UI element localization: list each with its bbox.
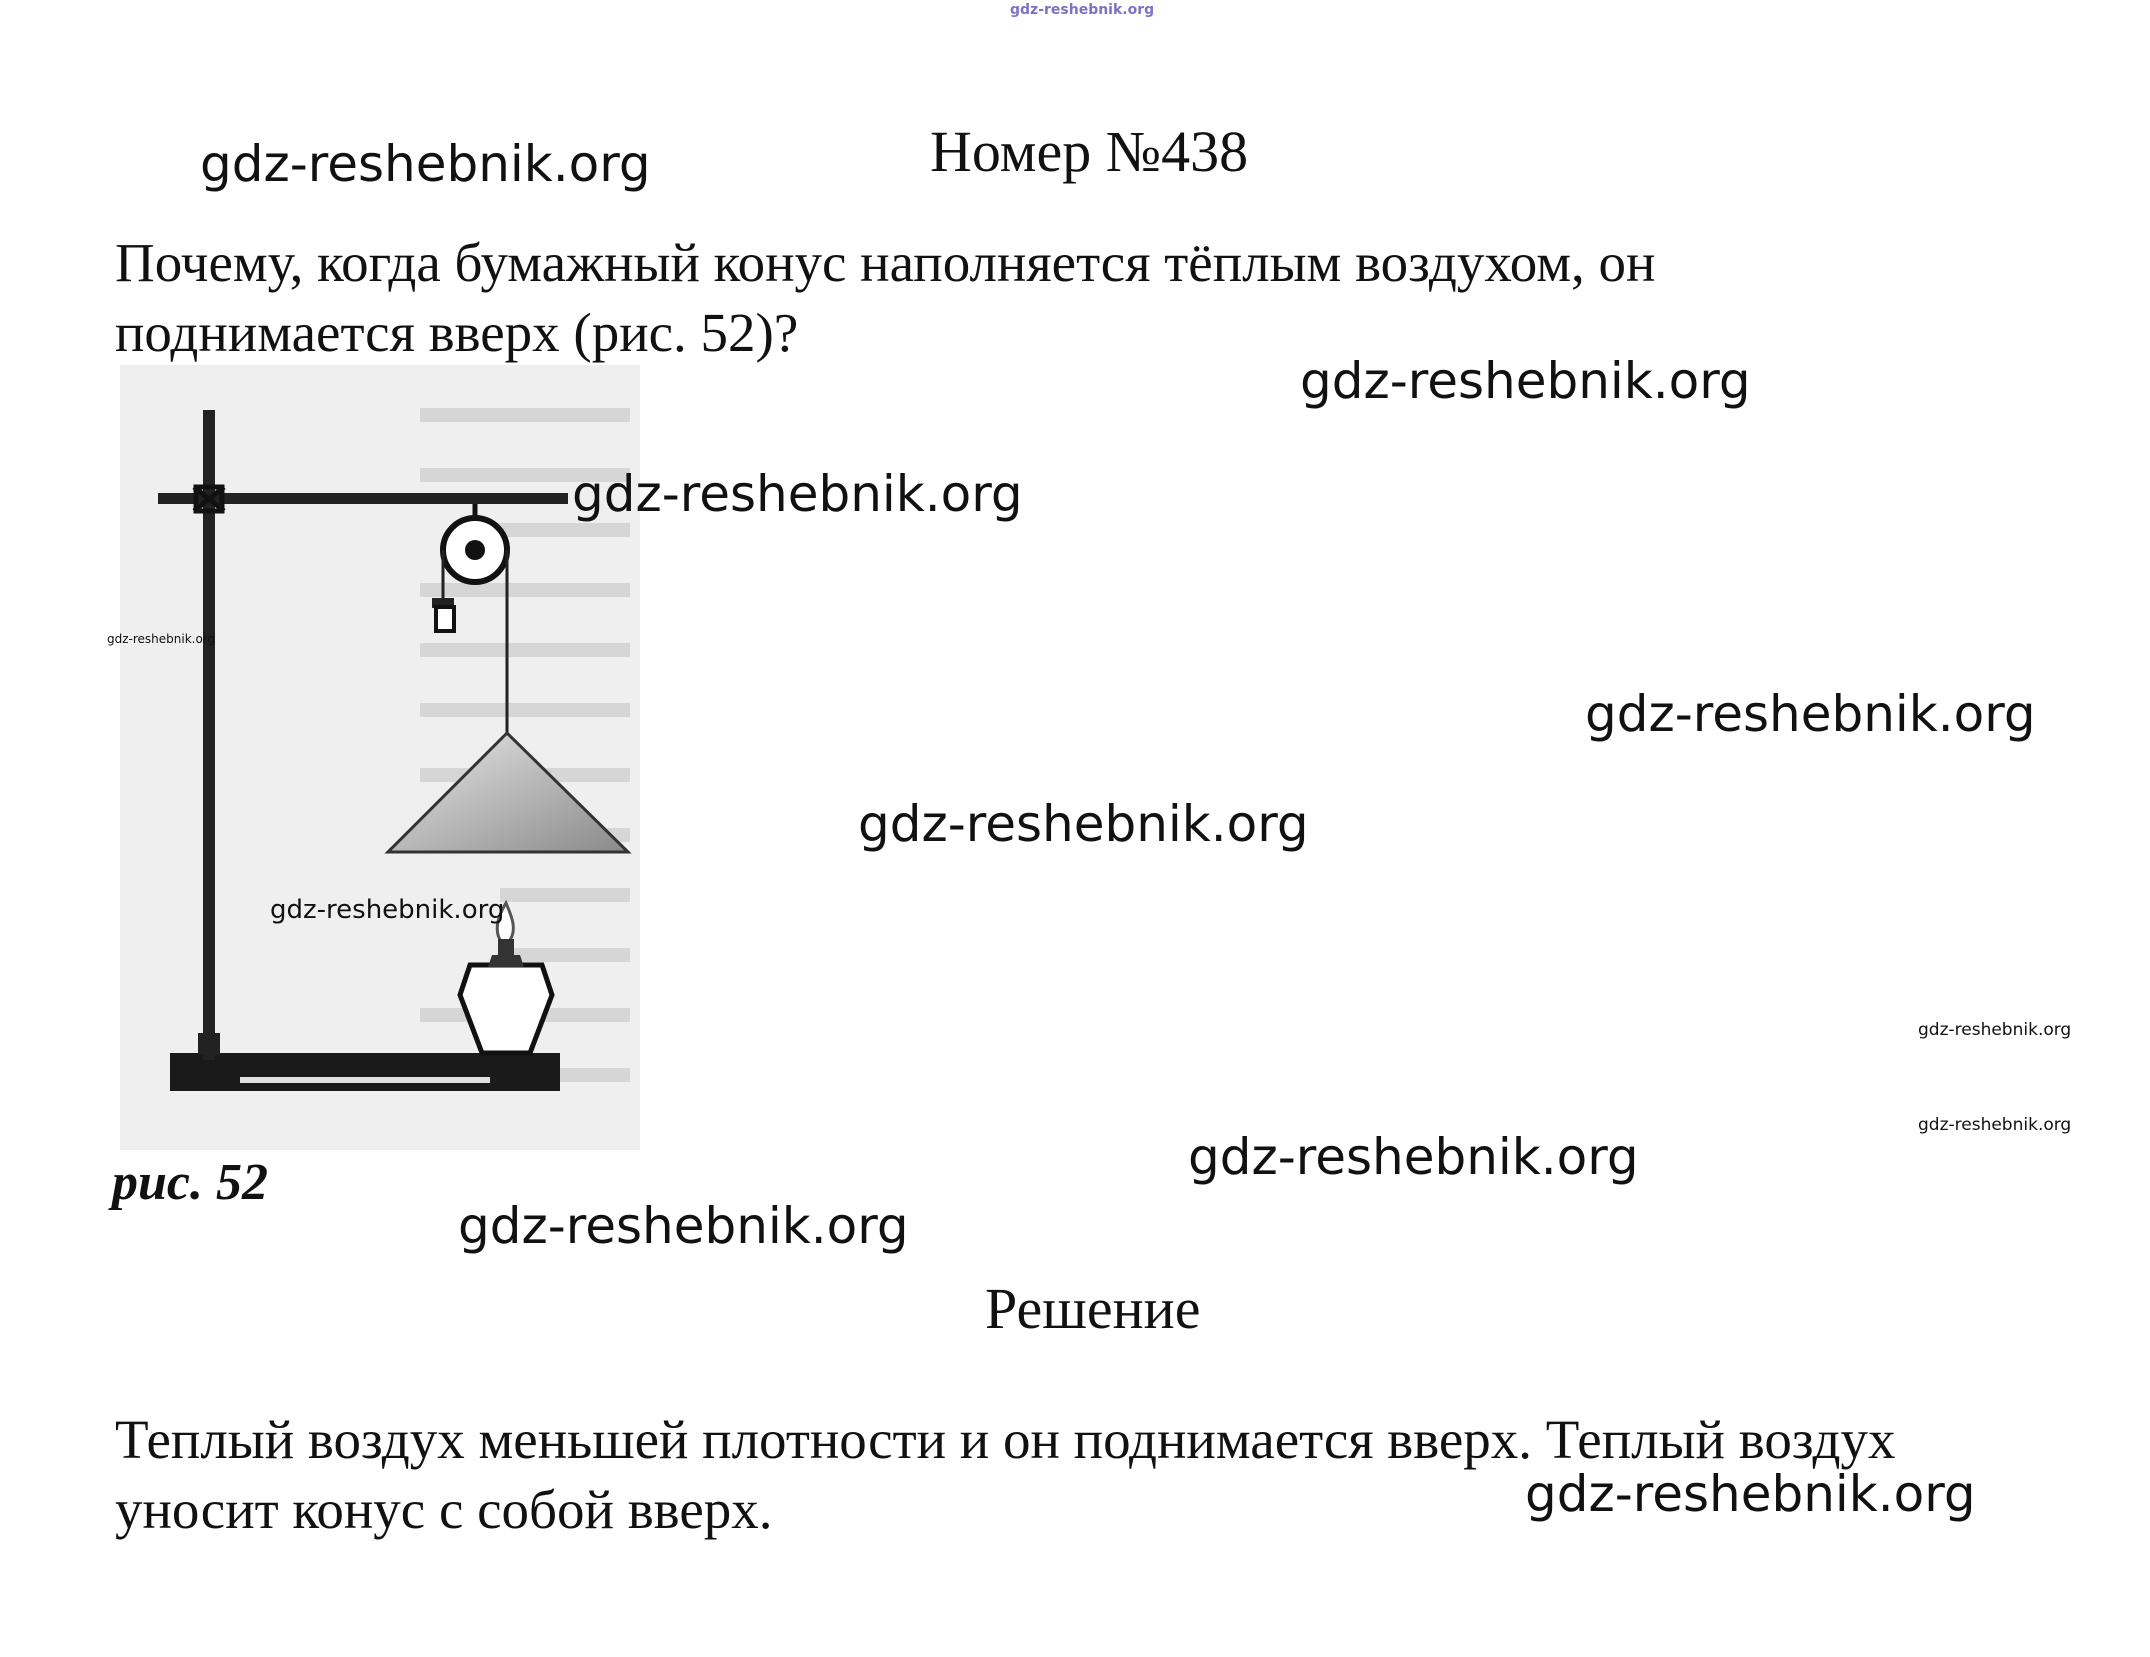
counter-weight <box>436 607 454 631</box>
figure-illustration <box>120 365 640 1150</box>
watermark: gdz-reshebnik.org <box>107 632 216 646</box>
watermark: gdz-reshebnik.org <box>1188 1128 1639 1186</box>
solution-heading: Решение <box>985 1276 1201 1341</box>
watermark: gdz-reshebnik.org <box>270 895 505 925</box>
question-text <box>115 228 2065 368</box>
question-line-1: Почему, когда бумажный конус наполняется тёплым воздухом, он <box>115 232 1656 293</box>
watermark: gdz-reshebnik.org <box>1918 1020 2072 1040</box>
watermark: gdz-reshebnik.org <box>1918 1115 2072 1135</box>
question-line-2: поднимается вверх (рис. 52)? <box>115 302 799 363</box>
solution-line-2: уносит конус с собой вверх. <box>115 1479 773 1540</box>
watermark: gdz-reshebnik.org <box>200 135 651 193</box>
figure-background <box>120 365 640 1150</box>
watermark: gdz-reshebnik.org <box>1300 352 1751 410</box>
stand-base <box>170 1053 560 1091</box>
pulley-axle <box>465 540 485 560</box>
stand-base-highlight <box>240 1077 490 1083</box>
watermark: gdz-reshebnik.org <box>1585 685 2036 743</box>
rod-foot <box>198 1033 220 1055</box>
top-watermark: gdz-reshebnik.org <box>1010 2 1155 18</box>
page-title: Номер №438 <box>930 119 1249 184</box>
watermark: gdz-reshebnik.org <box>858 795 1309 853</box>
solution-line-1: Теплый воздух меньшей плотности и он поднимается вверх. Теплый воздух <box>115 1409 1896 1470</box>
figure-caption: рис. 52 <box>112 1154 268 1211</box>
watermark: gdz-reshebnik.org <box>1525 1465 1976 1523</box>
watermark: gdz-reshebnik.org <box>458 1197 909 1255</box>
stand-rod <box>203 410 215 1060</box>
watermark: gdz-reshebnik.org <box>572 465 1023 523</box>
